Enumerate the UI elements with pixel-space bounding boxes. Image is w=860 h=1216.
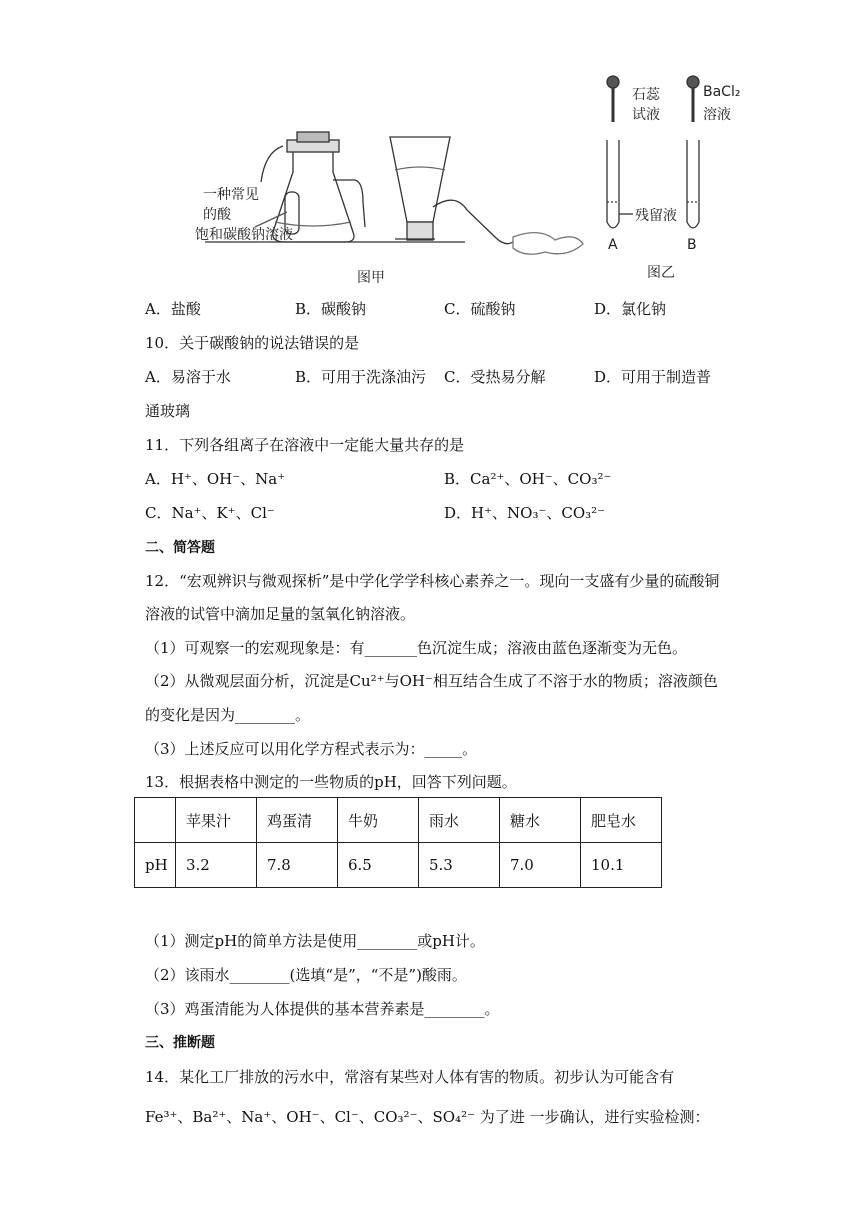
section-heading-2: 二、简答题 — [145, 540, 215, 556]
ph-table-cell: 5.3 — [419, 843, 500, 888]
ph-table-header: 雨水 — [419, 798, 500, 843]
ph-table-cell: 10.1 — [581, 843, 662, 888]
q9-option-a: A．盐酸 — [145, 300, 201, 318]
ph-table — [134, 797, 662, 888]
q9-option-c: C．硫酸钠 — [444, 300, 516, 318]
apparatus-drawing — [195, 62, 755, 287]
solution-label: 饱和碳酸钠溶液 — [195, 227, 293, 243]
q10-option-b: B．可用于洗涤油污 — [295, 368, 427, 386]
experiment-figure — [195, 62, 755, 287]
ph-table-header: 糖水 — [500, 798, 581, 843]
ph-table-cell: 6.5 — [338, 843, 419, 888]
q10-option-d: D．可用于制造普 — [594, 368, 712, 386]
ph-table-header: 牛奶 — [338, 798, 419, 843]
acid-label-line1: 一种常见 — [203, 187, 259, 203]
litmus-label-1: 石蕊 — [632, 87, 660, 103]
q13-part2: （2）该雨水________(选填“是”，“不是”)酸雨。 — [145, 966, 467, 984]
q12-part2b: 的变化是因为________。 — [145, 706, 311, 724]
q12-line2: 溶液的试管中滴加足量的氢氧化钠溶液。 — [145, 605, 416, 623]
q13-part1: （1）测定pH的简单方法是使用________或pH计。 — [145, 932, 485, 950]
q14-line1: 14．某化工厂排放的污水中，常溶有某些对人体有害的物质。初步认为可能含有 — [145, 1068, 675, 1086]
ph-table-header-row — [135, 798, 662, 843]
q11-option-b: B．Ca²⁺、OH⁻、CO₃²⁻ — [444, 470, 612, 488]
tube-b-label: B — [687, 237, 697, 253]
section-heading-3: 三、推断题 — [145, 1035, 215, 1051]
q12-part2a: （2）从微观层面分析，沉淀是Cu²⁺与OH⁻相互结合生成了不溶于水的物质；溶液颜色 — [145, 672, 718, 690]
figure-jia-caption: 图甲 — [357, 270, 385, 286]
ph-table-cell: 7.0 — [500, 843, 581, 888]
ph-table-row-label: pH — [135, 843, 176, 888]
ph-table-header: 苹果汁 — [176, 798, 257, 843]
ph-table-value-row — [135, 843, 662, 888]
q12-line1: 12．“宏观辨识与微观探析”是中学化学学科核心素养之一。现向一支盛有少量的硫酸铜 — [145, 572, 720, 590]
residue-label: 残留液 — [635, 208, 677, 224]
ph-table-header: 鸡蛋清 — [257, 798, 338, 843]
q11-option-d: D．H⁺、NO₃⁻、CO₃²⁻ — [444, 504, 606, 522]
q11-stem: 11．下列各组离子在溶液中一定能大量共存的是 — [145, 436, 465, 454]
bacl2-label-1: BaCl₂ — [703, 84, 741, 100]
q12-part1: （1）可观察一的宏观现象是：有_______色沉淀生成；溶液由蓝色逐渐变为无色。 — [145, 639, 688, 657]
q11-option-c: C．Na⁺、K⁺、Cl⁻ — [145, 504, 275, 522]
litmus-label-2: 试液 — [632, 107, 660, 123]
q9-option-b: B．碳酸钠 — [295, 300, 367, 318]
q10-stem: 10．关于碳酸钠的说法错误的是 — [145, 334, 360, 352]
ph-table-corner — [135, 798, 176, 843]
q13-stem: 13．根据表格中测定的一些物质的pH，回答下列问题。 — [145, 773, 517, 791]
ph-table-cell: 7.8 — [257, 843, 338, 888]
tube-a-label: A — [608, 237, 618, 253]
q11-option-a: A．H⁺、OH⁻、Na⁺ — [145, 470, 286, 488]
ph-table-header: 肥皂水 — [581, 798, 662, 843]
q12-part3: （3）上述反应可以用化学方程式表示为：_____。 — [145, 740, 478, 758]
ph-table-cell: 3.2 — [176, 843, 257, 888]
figure-yi-caption: 图乙 — [647, 265, 675, 281]
q10-option-c: C．受热易分解 — [444, 368, 546, 386]
acid-label-line2: 的酸 — [203, 207, 231, 223]
q10-wrap: 通玻璃 — [145, 402, 191, 420]
q9-option-d: D．氯化钠 — [594, 300, 667, 318]
q13-part3: （3）鸡蛋清能为人体提供的基本营养素是________。 — [145, 1000, 500, 1018]
bacl2-label-2: 溶液 — [703, 107, 731, 123]
q10-option-a: A．易溶于水 — [145, 368, 231, 386]
q14-line2: Fe³⁺、Ba²⁺、Na⁺、OH⁻、Cl⁻、CO₃²⁻、SO₄²⁻ 为了进 一步确认，进行实验检测： — [145, 1108, 710, 1126]
